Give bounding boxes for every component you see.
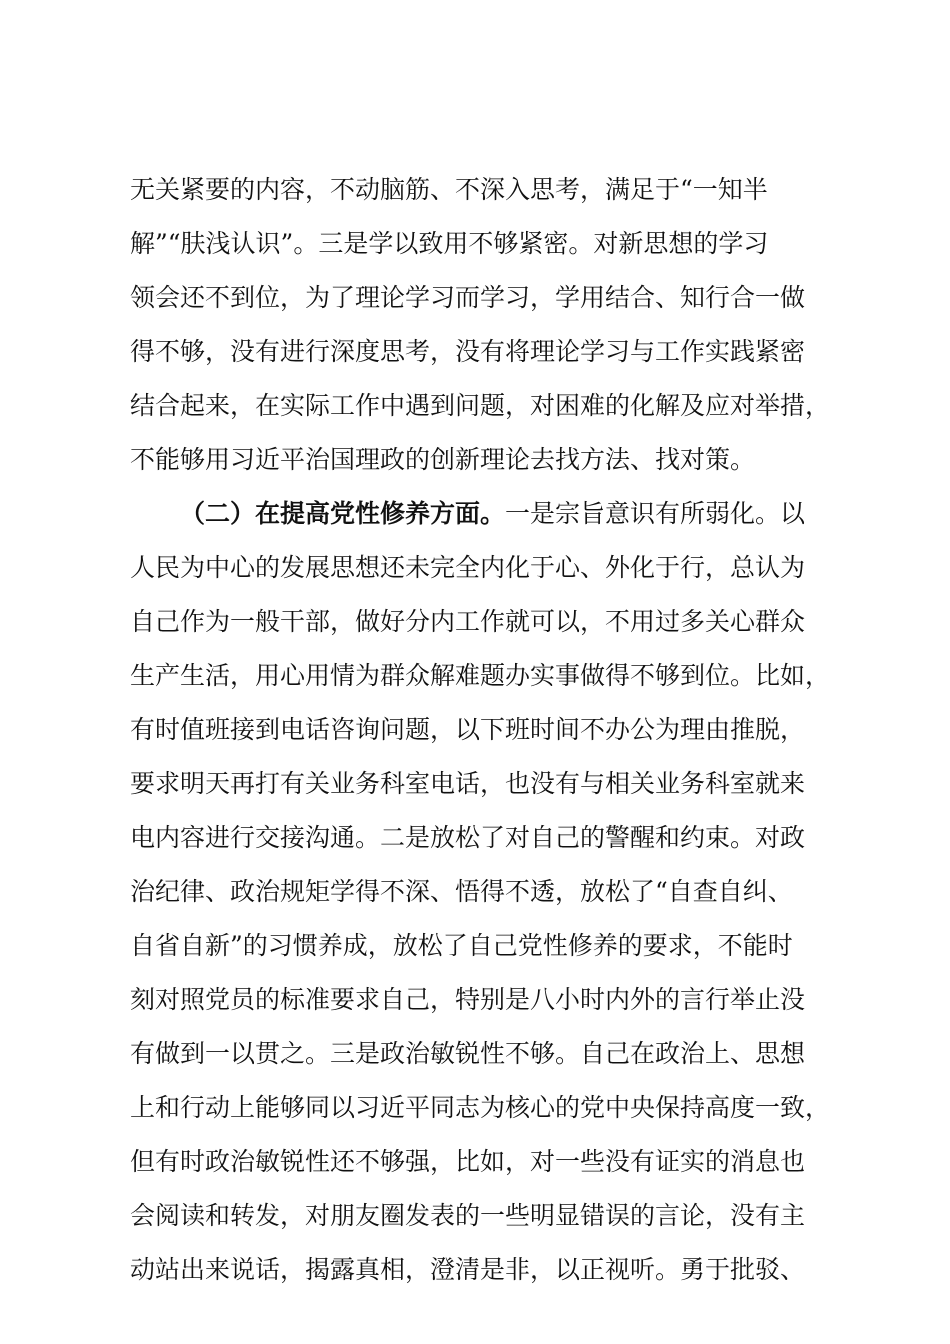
paragraph-line: 上和行动上能够同以习近平同志为核心的党中央保持高度一致，	[130, 1093, 830, 1122]
paragraph-line: 会阅读和转发，对朋友圈发表的一些明显错误的言论，没有主	[130, 1201, 806, 1230]
paragraph-line: 不能够用习近平治国理政的创新理论去找方法、找对策。	[130, 445, 756, 474]
paragraph-line: 动站出来说话，揭露真相，澄清是非，以正视听。勇于批驳、	[130, 1255, 806, 1284]
paragraph-line: 自己作为一般干部，做好分内工作就可以，不用过多关心群众	[130, 607, 806, 636]
paragraph-line: 刻对照党员的标准要求自己，特别是八小时内外的言行举止没	[130, 985, 806, 1014]
paragraph-line: 电内容进行交接沟通。二是放松了对自己的警醒和约束。对政	[130, 823, 806, 852]
section-heading-line	[130, 487, 830, 541]
paragraph-line: 领会还不到位，为了理论学习而学习，学用结合、知行合一做	[130, 283, 806, 312]
paragraph-line: 但有时政治敏锐性还不够强，比如，对一些没有证实的消息也	[130, 1147, 806, 1176]
paragraph-line: 生产生活，用心用情为群众解难题办实事做得不够到位。比如，	[130, 661, 830, 690]
paragraph-line: 有做到一以贯之。三是政治敏锐性不够。自己在政治上、思想	[130, 1039, 806, 1068]
paragraph-line: 无关紧要的内容，不动脑筋、不深入思考，满足于“一知半	[130, 175, 768, 204]
section-heading: （二）在提高党性修养方面。	[180, 499, 506, 528]
paragraph-line: 要求明天再打有关业务科室电话，也没有与相关业务科室就来	[130, 769, 806, 798]
paragraph-line: 得不够，没有进行深度思考，没有将理论学习与工作实践紧密	[130, 337, 806, 366]
paragraph-line: 治纪律、政治规矩学得不深、悟得不透，放松了“自查自纠、	[130, 877, 793, 906]
section-heading-rest: 一是宗旨意识有所弱化。以	[505, 499, 806, 528]
paragraph-line: 人民为中心的发展思想还未完全内化于心、外化于行，总认为	[130, 553, 806, 582]
paragraph-line: 自省自新”的习惯养成，放松了自己党性修养的要求，不能时	[130, 931, 793, 960]
document-body	[130, 163, 830, 1297]
paragraph-line: 有时值班接到电话咨询问题，以下班时间不办公为理由推脱，	[130, 715, 806, 744]
paragraph-line: 结合起来，在实际工作中遇到问题，对困难的化解及应对举措，	[130, 391, 830, 420]
paragraph-line: 解”“肤浅认识”。三是学以致用不够紧密。对新思想的学习	[130, 229, 769, 258]
